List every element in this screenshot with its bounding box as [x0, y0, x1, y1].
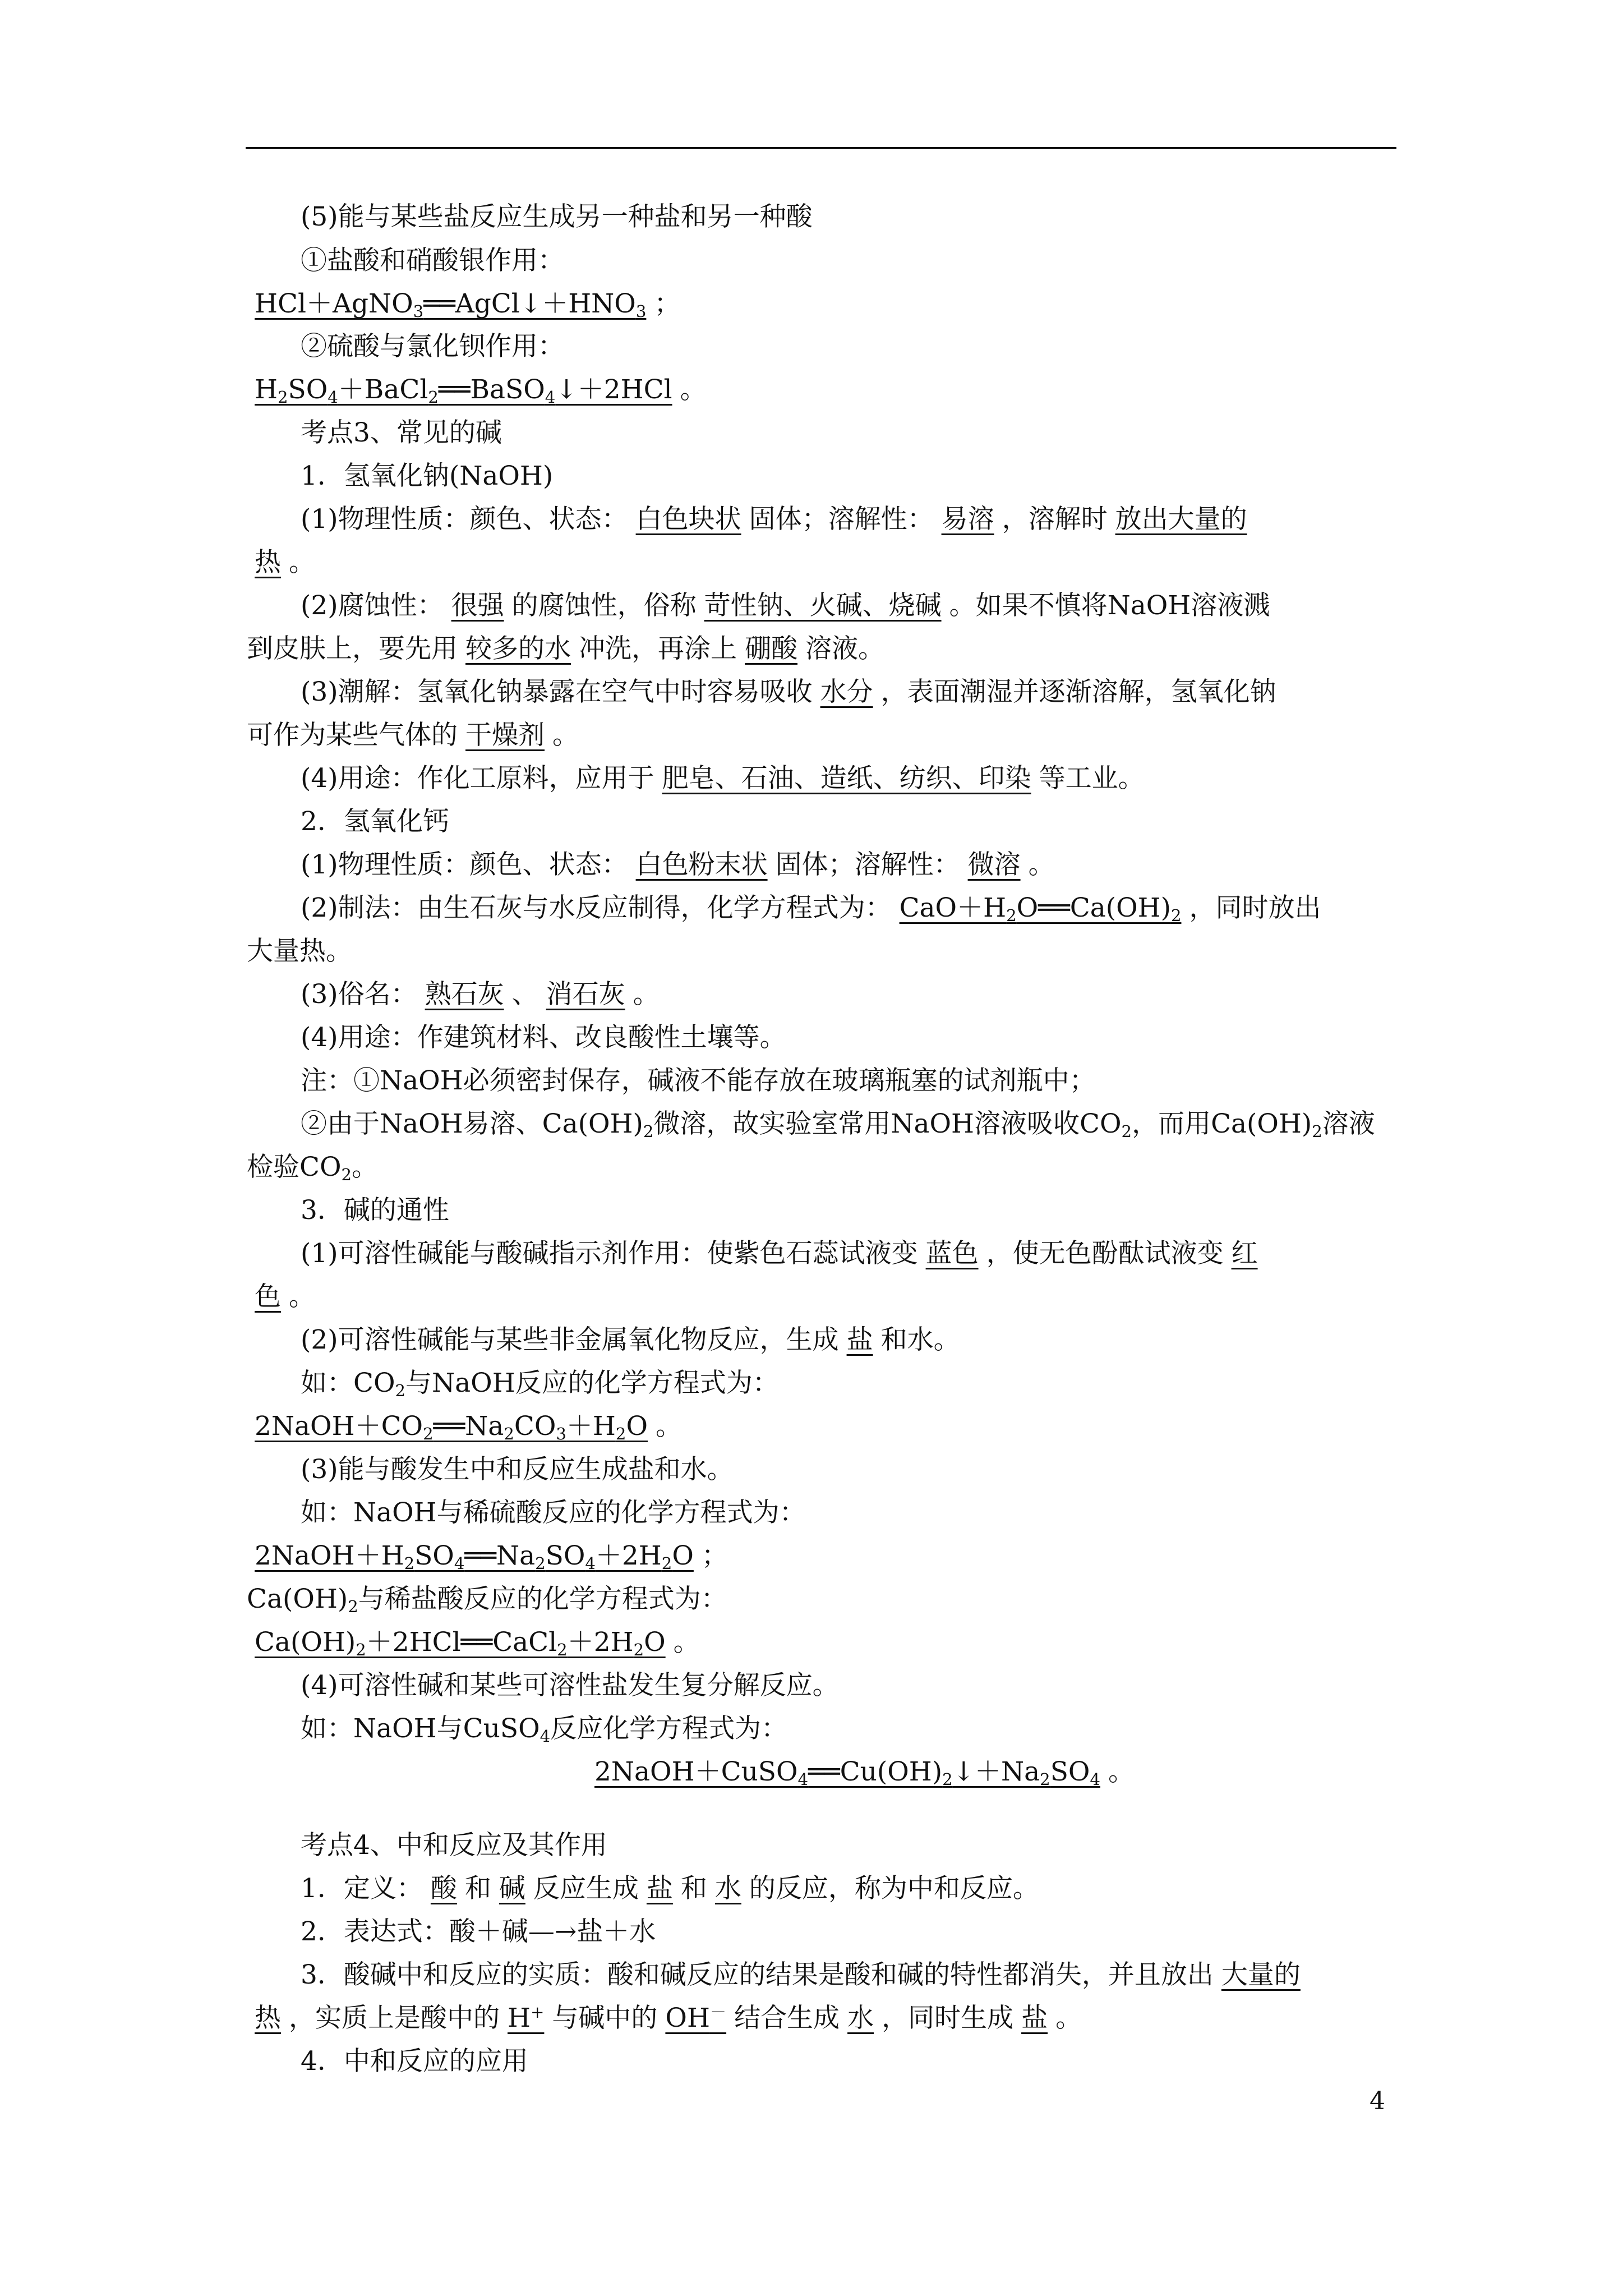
subsection-heading: 1．氢氧化钠(NaOH): [301, 461, 554, 491]
text-line: (3)俗名： 熟石灰 、 消石灰 。: [301, 978, 660, 1011]
answer-blank: 碱: [499, 1873, 525, 1904]
text-line: 大量热。: [247, 936, 352, 967]
answer-blank: 易溶: [941, 504, 994, 535]
text-line: 2．表达式：酸＋碱—→盐＋水: [301, 1916, 656, 1947]
text-line: 3．酸碱中和反应的实质：酸和碱反应的结果是酸和碱的特性都消失，并且放出 大量的: [301, 1958, 1308, 1992]
answer-blank: $2NaOH+CuSO_4══Cu(OH)_2↓+Na_2SO_4$: [594, 1756, 1100, 1789]
text-line: (1)可溶性碱能与酸碱指示剂作用：使紫色石蕊试液变 蓝色 ，使无色酚酞试液变 红: [301, 1237, 1266, 1271]
equation-line: $Ca(OH)_2+2HCl══CaCl_2+2H_2O$ 。: [247, 1626, 700, 1659]
text-line: 到皮肤上，要先用 较多的水 冲洗，再涂上 硼酸 溶液。: [247, 632, 884, 666]
text-line: (3)潮解：氢氧化钠暴露在空气中时容易吸收 水分 ，表面潮湿并逐渐溶解，氢氧化钠: [301, 675, 1276, 709]
equation-line: $2NaOH+CuSO_4══Cu(OH)_2↓+Na_2SO_4$ 。: [587, 1755, 1135, 1789]
text-line: (1)物理性质：颜色、状态： 白色块状 固体；溶解性： 易溶 ，溶解时 放出大量的: [301, 503, 1255, 536]
text-line: (4)用途：作建筑材料、改良酸性土壤等。: [301, 1022, 786, 1053]
answer-blank: 肥皂、石油、造纸、纺织、印染: [662, 763, 1031, 794]
note-line: ②由于NaOH易溶、$Ca(OH)_2$微溶，故实验室常用NaOH溶液吸收$CO_2$，而用$Ca(OH)_2$溶液: [301, 1108, 1375, 1142]
page-number: 4: [1370, 2087, 1385, 2115]
answer-blank: 熟石灰: [425, 979, 504, 1010]
text-line: 热 ，实质上是酸中的 H+ 与碱中的 OH－ 结合生成 水 ，同时生成 盐 。: [247, 2001, 1082, 2035]
answer-blank: OH－: [665, 2002, 727, 2033]
note-line: 注：①NaOH必须密封保存，碱液不能存放在玻璃瓶塞的试剂瓶中；: [301, 1065, 1096, 1096]
answer-blank: 苛性钠、火碱、烧碱: [704, 590, 942, 621]
text-line: 4．中和反应的应用: [301, 2046, 528, 2077]
answer-blank: 盐: [646, 1873, 673, 1904]
answer-blank: 放出大量的: [1115, 504, 1247, 535]
answer-blank: 热: [255, 2003, 281, 2033]
text-line: 可作为某些气体的 干燥剂 。: [247, 719, 579, 752]
answer-blank: $H_2SO_4+BaCl_2══BaSO_4↓+2HCl$: [255, 374, 672, 407]
section-heading: 考点3、常见的碱: [301, 417, 502, 448]
text-line: (2)制法：由生石灰与水反应制得，化学方程式为： $CaO+H_2O══Ca(OH)_2$ ，同时放出: [301, 892, 1321, 926]
answer-blank: 盐: [1021, 2003, 1048, 2033]
answer-blank: 微溶: [967, 849, 1021, 880]
answer-blank: 盐: [846, 1324, 873, 1355]
answer-blank: $2NaOH+CO_2══Na_2CO_3+H_2O$: [255, 1411, 648, 1444]
answer-blank: 消石灰: [546, 979, 625, 1010]
text-line: ②硫酸与氯化钡作用：: [301, 331, 564, 362]
answer-blank: 白色粉末状: [635, 849, 768, 880]
answer-blank: 红: [1231, 1238, 1258, 1269]
equation-line: $2NaOH+CO_2══Na_2CO_3+H_2O$ 。: [247, 1410, 682, 1443]
text-line: ①盐酸和硝酸银作用：: [301, 245, 564, 276]
answer-blank: 色: [255, 1281, 281, 1312]
answer-blank: 大量的: [1221, 1959, 1301, 1990]
answer-blank: 热: [255, 547, 281, 578]
answer-blank: 水分: [820, 677, 873, 707]
answer-blank: $2NaOH+H_2SO_4══Na_2SO_4+2H_2O$: [255, 1540, 694, 1573]
text-line: (4)可溶性碱和某些可溶性盐发生复分解反应。: [301, 1670, 839, 1701]
text-line: (2)腐蚀性： 很强 的腐蚀性，俗称 苛性钠、火碱、烧碱 。如果不慎将NaOH溶液溅: [301, 589, 1270, 623]
text-line: (4)用途：作化工原料，应用于 肥皂、石油、造纸、纺织、印染 等工业。: [301, 762, 1145, 795]
answer-blank: 较多的水: [465, 633, 571, 664]
text-line: 如：$CO_2$与NaOH反应的化学方程式为：: [301, 1368, 779, 1401]
text-line: 色 。: [247, 1280, 315, 1314]
note-line: 检验$CO_2$。: [247, 1152, 379, 1185]
answer-blank: 很强: [451, 590, 504, 621]
answer-blank: 酸: [430, 1873, 457, 1904]
text-line: 如：NaOH与CuSO$_4$反应化学方程式为：: [301, 1713, 788, 1746]
text-line: 如：NaOH与稀硫酸反应的化学方程式为：: [301, 1497, 806, 1528]
answer-blank: 蓝色: [925, 1238, 979, 1269]
answer-blank: $HCl+AgNO_3══AgCl↓+HNO_3$: [255, 288, 647, 321]
header-rule: [246, 147, 1396, 149]
text-line: 热 。: [247, 546, 315, 579]
text-line: (2)可溶性碱能与某些非金属氧化物反应，生成 盐 和水。: [301, 1323, 960, 1357]
text-line: (5)能与某些盐反应生成另一种盐和另一种酸: [301, 201, 813, 232]
answer-blank: 水: [714, 1873, 741, 1904]
equation-line: $2NaOH+H_2SO_4══Na_2SO_4+2H_2O$ ；: [247, 1539, 728, 1573]
answer-blank: 水: [847, 2003, 874, 2033]
section-heading: 考点4、中和反应及其作用: [301, 1830, 607, 1861]
equation-line: $HCl+AgNO_3══AgCl↓+HNO_3$ ；: [247, 287, 680, 321]
answer-blank: 白色块状: [635, 504, 741, 535]
answer-blank: H+: [508, 2002, 545, 2033]
equation-line: $H_2SO_4+BaCl_2══BaSO_4↓+2HCl$ 。: [247, 373, 707, 407]
subsection-heading: 2．氢氧化钙: [301, 806, 449, 837]
text-line: (1)物理性质：颜色、状态： 白色粉末状 固体；溶解性： 微溶 。: [301, 848, 1055, 882]
answer-blank: 硼酸: [745, 633, 797, 664]
subsection-heading: 3．碱的通性: [301, 1195, 449, 1226]
text-line: $Ca(OH)_2$与稀盐酸反应的化学方程式为：: [247, 1584, 727, 1617]
answer-blank: 干燥剂: [465, 720, 545, 751]
answer-blank: $CaO+H_2O══Ca(OH)_2$: [899, 892, 1182, 926]
answer-blank: $Ca(OH)_2+2HCl══CaCl_2+2H_2O$: [255, 1627, 666, 1660]
text-line: (3)能与酸发生中和反应生成盐和水。: [301, 1454, 734, 1485]
text-line: 1．定义： 酸 和 碱 反应生成 盐 和 水 的反应，称为中和反应。: [301, 1872, 1039, 1906]
